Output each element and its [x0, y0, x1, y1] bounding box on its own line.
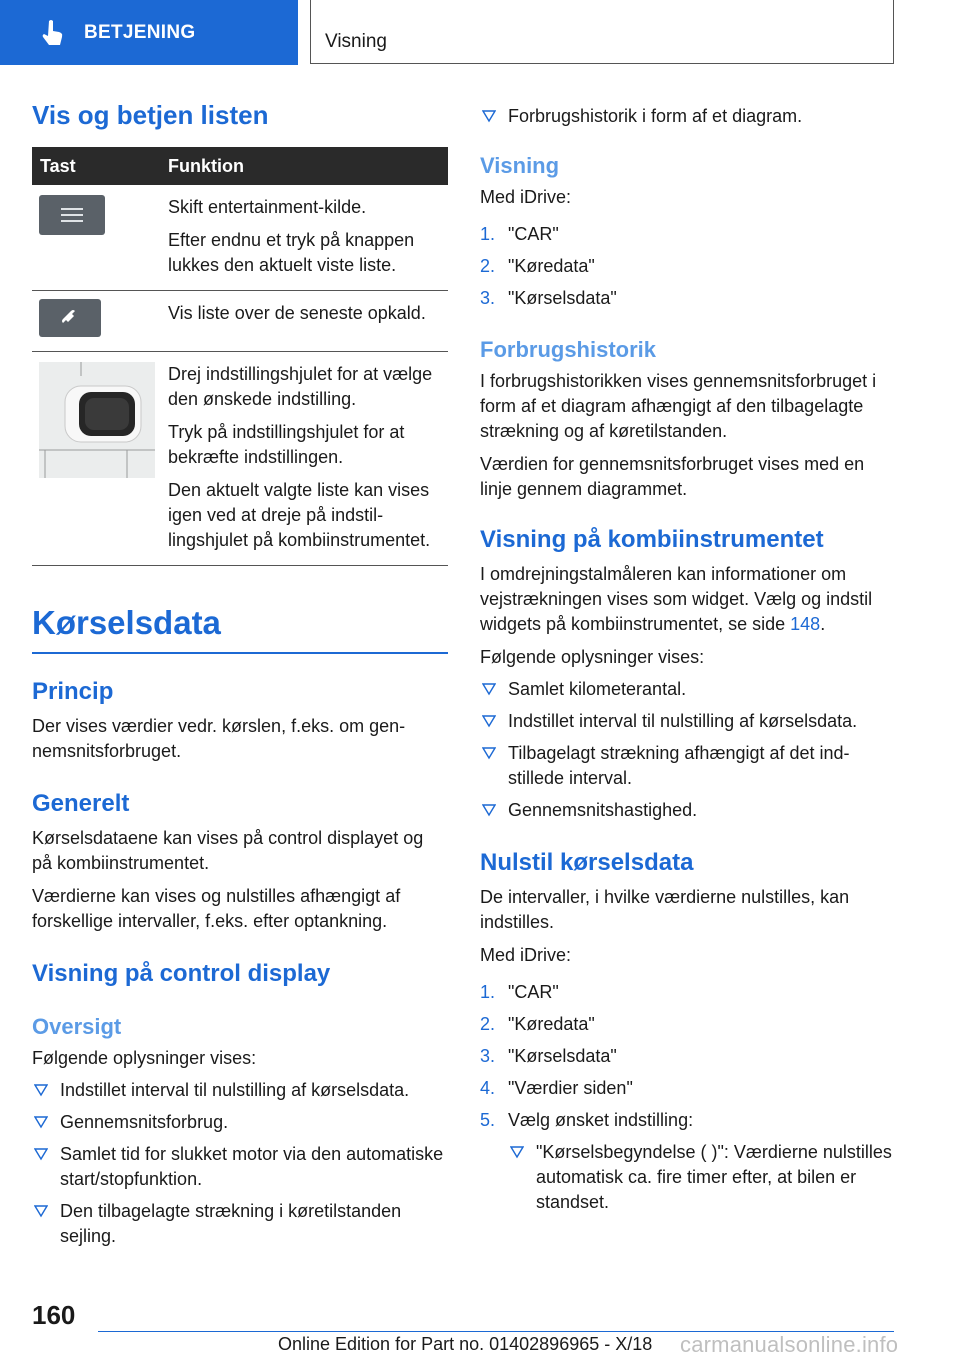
watermark-text: carmanualsonline.info: [680, 1332, 899, 1357]
key-function-table: [32, 147, 448, 566]
triangle-bullet-icon: [482, 743, 496, 763]
hand-pointer-icon: [40, 19, 66, 47]
triangle-bullet-icon: [482, 106, 496, 126]
visning-heading: Visning: [480, 153, 560, 178]
generelt-heading: Generelt: [32, 790, 130, 817]
chapter-title: Visning: [325, 31, 387, 52]
kombi-list: [480, 677, 896, 823]
top-list: [480, 104, 896, 129]
row3-text3: Den aktuelt valgte liste kan vises igen ved at dreje på indstillingshjulet på kombiinstrumentet.: [168, 480, 431, 550]
edition-text: Online Edition for Part no. 01402896965 - X/18: [278, 1334, 653, 1354]
chapter-heading: Kørselsdata: [32, 604, 221, 641]
kombi-intro: Følgende oplysninger vises:: [480, 647, 705, 667]
table-row: [32, 352, 448, 566]
heading-rule: [32, 652, 448, 654]
control-display-heading: Visning på control display: [32, 960, 331, 987]
page-number: 160: [32, 1300, 76, 1330]
row3-text1: Drej indstillingshjulet for at vælge den ønskede indstilling.: [168, 364, 433, 409]
nulstil-intro: Med iDrive:: [480, 945, 572, 965]
chapter-box: [310, 0, 894, 64]
list-item: 3. "Kørselsdata": [480, 1046, 617, 1066]
nulstil-text: De intervaller, i hvilke værdierne nulstilles, kan indstilles.: [480, 887, 850, 932]
section-label: BETJENING: [84, 21, 196, 43]
phone-button-icon: [39, 299, 101, 337]
row2-text1: Vis liste over de seneste opkald.: [168, 303, 426, 323]
forbrug-heading: Forbrugshistorik: [480, 337, 657, 362]
kombi-heading: Visning på kombiinstrumentet: [480, 526, 824, 553]
triangle-bullet-icon: [510, 1142, 524, 1162]
list-item: Samlet kilometerantal.: [480, 677, 896, 702]
visning-steps: [480, 222, 896, 311]
list-item: Den tilbagelagte strækning i køretilstanden sejling.: [32, 1199, 448, 1249]
triangle-bullet-icon: [482, 800, 496, 820]
row1-text2: Efter endnu et tryk på knappen lukkes den aktuelt viste liste.: [168, 230, 415, 275]
table-row: [32, 185, 448, 291]
col-header-key: Tast: [32, 147, 160, 185]
list-item: 5. Vælg ønsket indstilling: "Kørselsbegyndelse ( )": Værdierne nulstilles automatisk ca. fire timer efter, at bilen er standset.: [480, 1108, 896, 1215]
list-item: 1. "CAR": [480, 982, 559, 1002]
list-item: 3. "Kørselsdata": [480, 288, 617, 308]
triangle-bullet-icon: [34, 1112, 48, 1132]
table-row: [32, 291, 448, 352]
princip-text: Der vises værdier vedr. kørslen, f.eks. om gennemsnitsforbruget.: [32, 716, 406, 761]
list-item: 2. "Køredata": [480, 256, 595, 276]
triangle-bullet-icon: [482, 679, 496, 699]
controller-knob-icon: [39, 362, 155, 478]
list-item: Gennemsnitsforbrug.: [32, 1110, 448, 1135]
list-item: Tilbagelagt strækning afhængigt af det indstillede interval.: [480, 741, 896, 791]
kombi-text: I omdrejningstalmåleren kan informationer om vejstrækningen vises som widget. Vælg og indstil widgets på kombiinstrumentet, se side 148.: [480, 564, 873, 634]
list-item: 4. "Værdier siden": [480, 1078, 633, 1098]
forbrug-text-1: I forbrugshistorikken vises gennemsnitsforbruget i form af et diagram afhængigt af den tilbagelagte strækning og af køretilstanden.: [480, 371, 877, 441]
list-item: Gennemsnitshastighed.: [480, 798, 896, 823]
row1-text1: Skift entertainment-kilde.: [168, 197, 367, 217]
list-item: "Kørselsbegyndelse ( )": Værdierne nulstilles automatisk ca. fire timer efter, at bilen er standset.: [508, 1140, 896, 1215]
section-tab: [0, 0, 298, 65]
triangle-bullet-icon: [34, 1144, 48, 1164]
nulstil-sub-list: [508, 1140, 896, 1215]
list-button-icon: [39, 195, 105, 235]
visning-intro: Med iDrive:: [480, 187, 572, 207]
nulstil-heading: Nulstil kørselsdata: [480, 849, 694, 876]
generelt-text-1: Kørselsdataene kan vises på control displayet og på kombiinstrumentet.: [32, 828, 424, 873]
oversigt-heading: Oversigt: [32, 1014, 122, 1039]
triangle-bullet-icon: [34, 1201, 48, 1221]
triangle-bullet-icon: [34, 1080, 48, 1100]
oversigt-intro: Følgende oplysninger vises:: [32, 1048, 257, 1068]
list-item: 1. "CAR": [480, 224, 559, 244]
col-header-function: Funktion: [160, 147, 448, 185]
list-item: 2. "Køredata": [480, 1014, 595, 1034]
right-column: [480, 98, 896, 1215]
princip-heading: Princip: [32, 678, 114, 705]
list-item: Forbrugshistorik i form af et diagram.: [480, 104, 896, 129]
list-item: Indstillet interval til nulstilling af kørselsdata.: [32, 1078, 448, 1103]
generelt-text-2: Værdierne kan vises og nulstilles afhængigt af forskellige intervaller, f.eks. efter optankning.: [32, 886, 401, 931]
list-item: Samlet tid for slukket motor via den automatiske start/stopfunktion.: [32, 1142, 448, 1192]
page-link[interactable]: 148: [790, 614, 821, 634]
row3-text2: Tryk på indstillingshjulet for at bekræfte indstillingen.: [168, 422, 405, 467]
forbrug-text-2: Værdien for gennemsnitsforbruget vises med en linje gennem diagrammet.: [480, 454, 865, 499]
nulstil-steps: [480, 980, 896, 1215]
oversigt-list: [32, 1078, 448, 1249]
table-heading: Vis og betjen listen: [32, 100, 269, 130]
left-column: [32, 100, 448, 1249]
list-item: Indstillet interval til nulstilling af kørselsdata.: [480, 709, 896, 734]
triangle-bullet-icon: [482, 711, 496, 731]
